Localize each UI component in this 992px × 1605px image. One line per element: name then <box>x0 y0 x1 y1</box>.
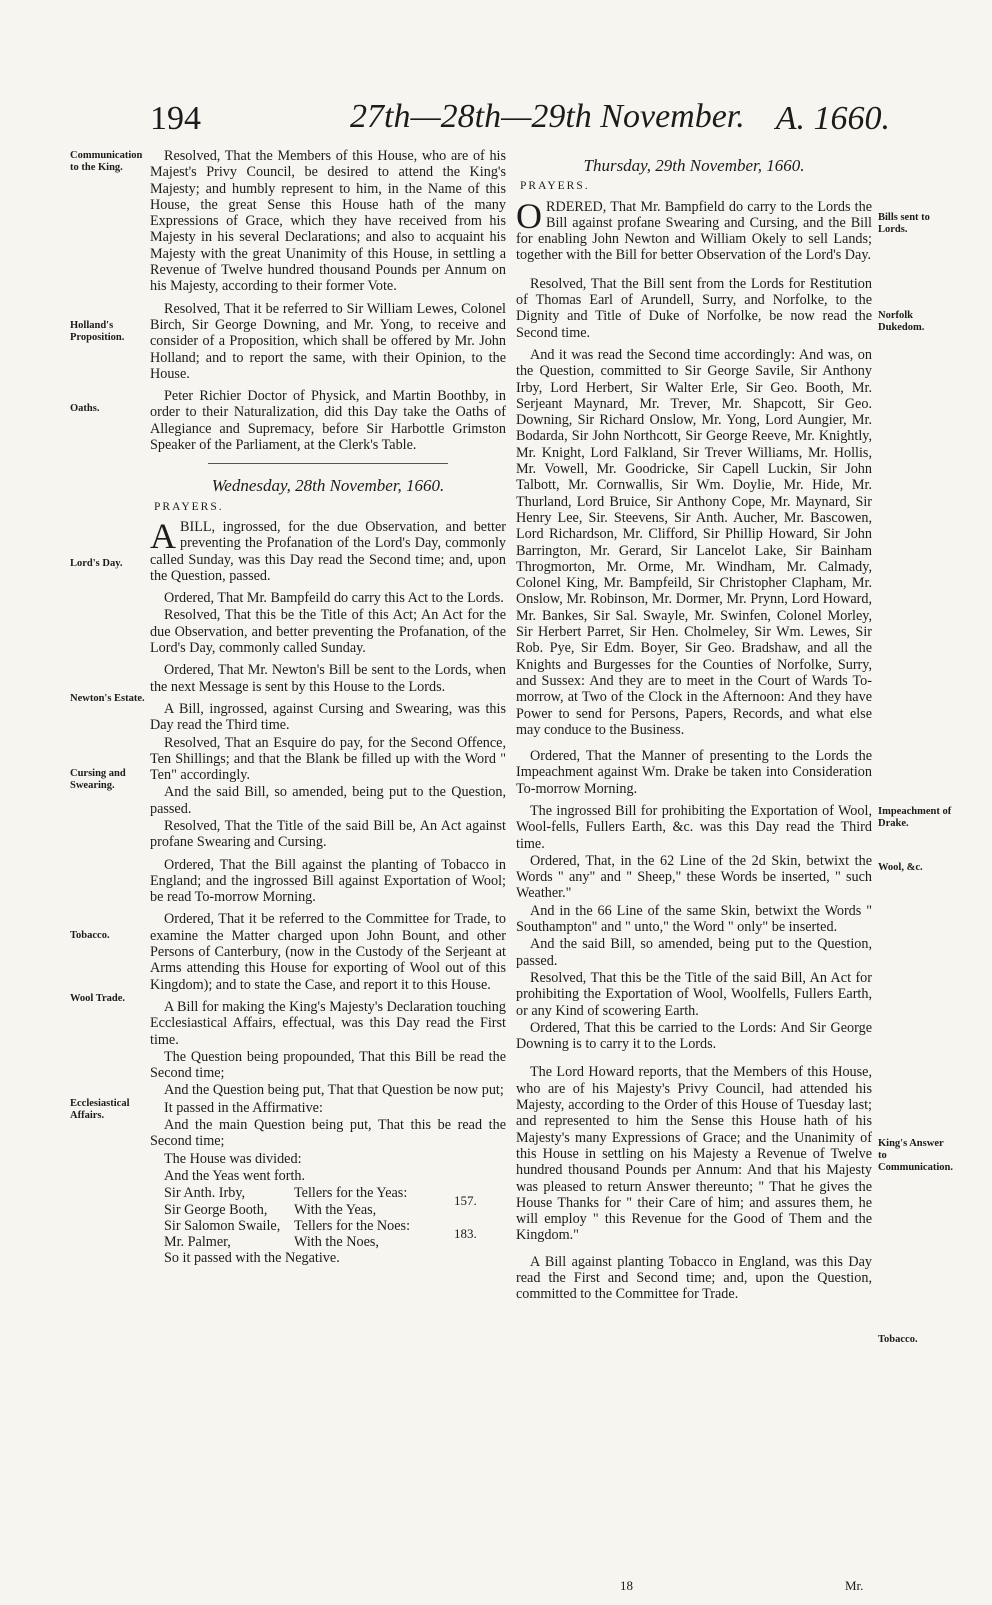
paragraph: RDERED, That Mr. Bampfield do carry to the Lords the Bill against profane Swearing and Cursing, and the Bill for enabling John Newton and William Okely to sell Lands; together with the Bill for better Observation of the Lord's Day. <box>516 198 872 264</box>
paragraph: And the main Question being put, That this be read the Second time; <box>150 1117 506 1150</box>
header-dates: 27th—28th—29th November. <box>350 98 745 135</box>
right-column <box>516 148 872 1309</box>
margin-note: Wool Trade. <box>70 993 126 1004</box>
margin-note: Tobacco. <box>878 1334 918 1345</box>
divider <box>208 463 448 464</box>
paragraph: Ordered, That, in the 62 Line of the 2d Skin, betwixt the Words " any" and " Sheep," these Words be inserted, " such Weather." <box>516 852 872 902</box>
day-heading: Thursday, 29th November, 1660. <box>583 156 805 175</box>
teller-name: Sir Anth. Irby, <box>164 1185 246 1202</box>
margin-note: Newton's Estate. <box>70 693 145 704</box>
paragraph: The House was divided: <box>164 1150 302 1167</box>
paragraph: The ingrossed Bill for prohibiting the Exportation of Wool, Wool-fells, Fullers Earth, &c. was this Day read the Third time. <box>516 802 872 852</box>
paragraph: Resolved, That the Title of the said Bill be, An Act against profane Swearing and Cursing. <box>150 817 506 851</box>
paragraph: Ordered, That Mr. Bampfeild do carry this Act to the Lords. <box>164 590 504 607</box>
paragraph: BILL, ingrossed, for the due Observation, and better preventing the Profanation of the Lord's Day, commonly called Sunday, was this Day read the Second time; and, upon the Question, passed. <box>150 518 506 584</box>
margin-note: Lord's Day. <box>70 558 123 569</box>
paragraph: And the Question being put, That that Question be now put; <box>164 1082 504 1099</box>
paragraph: Ordered, That Mr. Newton's Bill be sent to the Lords, when the next Message is sent by this House to the Lords. <box>150 662 506 695</box>
paragraph: Resolved, That the Members of this House, who are of his Majest's Privy Council, be desired to attend the King's Majesty; and humbly represent to him, in the Name of this House, the great Sense this House hath of the many Expressions of Grace, which they have received from his Majesty in his several Declarations; and also to acquaint his Majesty with the great Unanimity of this House, in settling a Revenue of Twelve hundred thousand Pounds per Annum on his Majesty, according to their former Vote. <box>150 148 506 295</box>
paragraph: And the said Bill, so amended, being put to the Question, passed. <box>150 784 506 817</box>
tellers-noes <box>164 1218 506 1251</box>
margin-note: Cursing and Swearing. <box>70 768 126 791</box>
page-header <box>150 94 890 146</box>
teller-name: Sir Salomon Swaile, <box>164 1217 281 1234</box>
paragraph: Resolved, That this be the Title of the said Bill, An Act for prohibiting the Exportation of Wool, Woolfells, Fullers Earth, or any Kind of scowering Earth. <box>516 969 872 1019</box>
teller-role: Tellers for the Noes: <box>294 1217 411 1234</box>
signature-mark: 18 <box>620 1578 633 1593</box>
paragraph: A Bill, ingrossed, against Cursing and Swearing, was this Day read the Third time. <box>150 700 506 734</box>
yeas-count: 157. <box>454 1193 477 1209</box>
margin-note: Oaths. <box>70 403 100 414</box>
day-heading: Wednesday, 28th November, 1660. <box>211 476 445 496</box>
page-number: 194 <box>150 100 201 137</box>
paragraph: And in the 66 Line of the same Skin, betwixt the Words " Southampton" and " unto," the Word " only" be inserted. <box>516 902 872 936</box>
paragraph: Resolved, That the Bill sent from the Lords for Restitution of Thomas Earl of Arundell, Surry, and Norfolke, to the Dignity and Title of Duke of Norfolke, be now read the Second time. <box>516 275 872 341</box>
prayers-heading: PRAYERS. <box>154 500 224 513</box>
margin-note: Impeachment of Drake. <box>878 806 952 829</box>
drop-cap: O <box>516 195 542 236</box>
paragraph: So it passed with the Negative. <box>164 1250 340 1267</box>
margin-note: King's Answer to Communication. <box>878 1138 953 1173</box>
paragraph: And the said Bill, so amended, being put to the Question, passed. <box>516 936 872 969</box>
left-column <box>150 148 506 1273</box>
teller-role: With the Noes, <box>294 1234 379 1251</box>
paragraph: The Lord Howard reports, that the Members of this House, who are of his Majesty's Privy Council, had attended his Majesty, according to the Order of this House of Tuesday last; and represented to him the Sense this House hath of his Majesty's many Expressions of Grace; and the Unanimity of this House in settling on his Majesty a Revenue of Twelve hundred thousand Pounds per Annum: And that his Majesty was pleased to return Answer thereunto; " That he gives the House Thanks for " their Care of him; and assures them, he will employ " this Revenue for the Good of Them and the Kingdom." <box>516 1064 872 1244</box>
drop-cap: A <box>150 515 176 556</box>
teller-role: With the Yeas, <box>294 1201 377 1218</box>
margin-note: Bills sent to Lords. <box>878 212 930 235</box>
tellers-yeas <box>164 1185 506 1218</box>
paragraph: Ordered, That it be referred to the Committee for Trade, to examine the Matter charged upon John Bount, and other Persons of Canterbury, (now in the Custody of the Serjeant at Arms attending this House for exporting of Wool out of this Kingdom); and to state the Case, and report it to this House. <box>150 911 506 993</box>
margin-note: Communication to the King. <box>70 150 143 173</box>
paragraph: A Bill against planting Tobacco in England, was this Day read the First and Second time; and, upon the Question, committed to the Committee for Trade. <box>516 1253 872 1303</box>
paragraph: And the Yeas went forth. <box>164 1167 306 1184</box>
paragraph: And it was read the Second time accordingly: And was, on the Question, committed to Sir George Savile, Sir Anthony Irby, Lord Herbert, Sir Walter Erle, Sir Geo. Booth, Mr. Serjeant Maynard, Mr. Trever, Mr. Shapcott, Sir Geo. Downing, Sir Richard Onslow, Mr. Yong, Lord Aungier, Mr. Bodarda, Sir John Northcott, Sir George Reeve, Mr. Knightly, Mr. Knight, Lord Falkland, Sir Trever Williams, Mr. Hollis, Mr. Vowell, Mr. Goodricke, Sir Capell Luckin, Sir John Talbott, Mr. Cornwallis, Sir Wm. Doylie, Mr. Hide, Mr. Thurland, Lord Bruice, Sir Anthony Cope, Mr. Maynard, Sir Henry Lee, Sir. Steevens, Sir Anth. Aucher, Mr. Bascowen, Lord Richardson, Mr. Clifford, Sir Phillip Howard, Sir John Barrington, Mr. Gerard, Sir Lancelot Lake, Sir Bainham Throgmorton, Mr. Orme, Mr. Windham, Mr. Calmady, Colonel King, Mr. Bampfeild, Sir Christopher Clapham, Mr. Onslow, Mr. Robinson, Mr. Dormer, Mr. Prynn, Lord Howard, Mr. Bankes, Sir Sal. Swayle, Mr. Swinfen, Colonel Morley, Sir Herbert Parret, Sir Hen. Cholmeley, Sir Wm. Lewes, Sir Rob. Pye, Sir Edm. Boyer, Sir Geo. Bradshaw, and all the Knights and Burgesses for the Counties of Norfolke, Surry, and Sussex: And they are to meet in the Court of Wards To-morrow, at Two of the Clock in the Afternoon: And they have Power to send for Persons, Papers, Records, and what else may conduce to the Business. <box>516 346 872 738</box>
prayers-heading: PRAYERS. <box>520 180 590 193</box>
margin-note: Wool, &c. <box>878 862 923 873</box>
margin-note: Holland's Proposition. <box>70 320 125 343</box>
teller-name: Sir George Booth, <box>164 1201 268 1218</box>
margin-note: Tobacco. <box>70 930 110 941</box>
paragraph: It passed in the Affirmative: <box>164 1099 323 1116</box>
teller-name: Mr. Palmer, <box>164 1234 231 1251</box>
paragraph: Resolved, That an Esquire do pay, for the Second Offence, Ten Shillings; and that the Blank be filled up with the Word " Ten" accordingly. <box>150 734 506 784</box>
catchword: Mr. <box>845 1578 864 1593</box>
paragraph: A Bill for making the King's Majesty's Declaration touching Ecclesiastical Affairs, effectual, was this Day read the First time. <box>150 998 506 1048</box>
noes-count: 183. <box>454 1225 477 1241</box>
paragraph: Resolved, That it be referred to Sir William Lewes, Colonel Birch, Sir George Downing, and Mr. Yong, to receive and consider of a Proposition, which shall be offered by Mr. John Holland; and to report the same, with their Opinion, to the House. <box>150 300 506 382</box>
header-year: A. 1660. <box>775 100 890 137</box>
paragraph: Ordered, That this be carried to the Lords: And Sir George Downing is to carry it to the Lords. <box>516 1019 872 1053</box>
paragraph: The Question being propounded, That this Bill be read the Second time; <box>150 1048 506 1082</box>
paragraph: Ordered, That the Manner of presenting to the Lords the Impeachment against Wm. Drake be taken into Consideration To-morrow Morning. <box>516 748 872 797</box>
margin-note: Ecclesiastical Affairs. <box>70 1098 130 1121</box>
paragraph: Ordered, That the Bill against the planting of Tobacco in England; and the ingrossed Bill against Exportation of Wool; be read To-morrow Morning. <box>150 856 506 906</box>
teller-role: Tellers for the Yeas: <box>294 1185 408 1202</box>
paragraph: Resolved, That this be the Title of this Act; An Act for the due Observation, and better preventing the Profanation, of the Lord's Day, commonly called Sunday. <box>150 607 506 657</box>
margin-note: Norfolk Dukedom. <box>878 310 925 333</box>
paragraph: Peter Richier Doctor of Physick, and Martin Boothby, in order to their Naturalization, did this Day take the Oaths of Allegiance and Supremacy, before Sir Harbottle Grimston Speaker of the Parliament, at the Clerk's Table. <box>150 388 506 454</box>
